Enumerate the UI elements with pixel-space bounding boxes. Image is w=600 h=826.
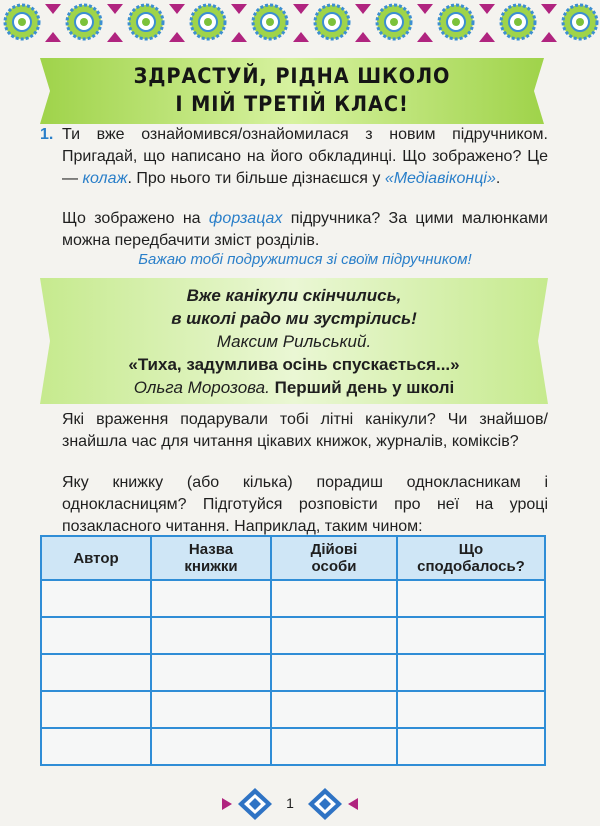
book-table — [40, 535, 546, 766]
page-number: 1 — [286, 795, 294, 811]
table-cell[interactable] — [271, 654, 397, 691]
table-cell[interactable] — [151, 691, 271, 728]
rosette-ornament-icon — [129, 5, 163, 39]
title-line-2: І МІЙ ТРЕТІЙ КЛАС! — [175, 92, 409, 116]
p1-text-3: . — [495, 170, 501, 187]
top-ornament — [0, 0, 600, 48]
header-title-a: Назва — [188, 541, 234, 558]
table-cell[interactable] — [151, 728, 271, 765]
table-cell[interactable] — [397, 580, 545, 617]
quote-line-4 — [40, 376, 548, 399]
table-row — [41, 691, 545, 728]
table-cell[interactable] — [41, 580, 151, 617]
rosette-ornament-icon — [67, 5, 101, 39]
question-paragraph-1: Які враження подарували тобі літні канікули? Чи знайшов/знайшла час для читання цікавих книжок, журналів, коміксів? — [62, 411, 548, 450]
table-cell[interactable] — [271, 691, 397, 728]
header-characters — [271, 536, 397, 580]
wish-line: Бажаю тобі подружитися зі своїм підручником! — [138, 251, 472, 268]
table-cell[interactable] — [41, 728, 151, 765]
rosette-ornament-icon — [5, 5, 39, 39]
rosette-ornament-icon — [191, 5, 225, 39]
quote-line-2: в школі радо ми зустрілись! — [171, 309, 417, 328]
table-row — [41, 728, 545, 765]
table-cell[interactable] — [151, 617, 271, 654]
table-cell[interactable] — [397, 691, 545, 728]
table-cell[interactable] — [41, 691, 151, 728]
endpapers-link[interactable]: форзацах — [208, 210, 283, 227]
quote-author-1: Максим Рильський. — [216, 332, 372, 351]
footer-ornament — [0, 784, 600, 824]
rosette-ornament-icon — [377, 5, 411, 39]
quote-line-3: «Тиха, задумлива осінь спускається...» — [128, 355, 460, 374]
header-title-b: книжки — [184, 558, 238, 575]
table-cell[interactable] — [397, 654, 545, 691]
collage-link[interactable]: колаж — [82, 170, 128, 187]
quote-line-1: Вже канікули скінчились, — [186, 286, 402, 305]
rosette-ornament-icon — [563, 5, 597, 39]
quote-author-2: Ольга Морозова. — [133, 378, 270, 397]
p2-text-2: підручника? За цими малюнками можна передбачити зміст розділів. — [62, 210, 548, 249]
table-cell[interactable] — [151, 580, 271, 617]
rosette-ornament-icon — [501, 5, 535, 39]
header-characters-a: Дійові — [310, 541, 358, 558]
rosette-ornament-icon — [253, 5, 287, 39]
task-number: 1. — [40, 126, 54, 143]
header-liked-b: сподобалось? — [417, 558, 525, 575]
quote-work-2: Перший день у школі — [274, 378, 455, 397]
table-cell[interactable] — [41, 654, 151, 691]
page-title — [40, 62, 544, 118]
table-row — [41, 617, 545, 654]
diamond-ornament-right-icon — [308, 788, 342, 820]
rosette-ornament-icon — [315, 5, 349, 39]
header-liked — [397, 536, 545, 580]
header-characters-b: особи — [311, 558, 357, 575]
header-liked-a: Що — [458, 541, 484, 558]
quote-block — [40, 284, 548, 399]
p2-text-1: Що зображено на — [62, 210, 201, 227]
question-paragraph-2: Яку книжку (або кілька) порадиш однокласникам і однокласницям? Підготуйся розповісти про неї на уроці позакласного читання. Наприклад, таким чином: — [62, 474, 548, 535]
table-cell[interactable] — [397, 617, 545, 654]
header-title — [151, 536, 271, 580]
task-paragraph-1 — [62, 124, 548, 190]
p1-text-1: Ти вже ознайомився/ознайомилася з новим підручником. Пригадай, що написано на його обкладинці. Що зображено? Це — — [62, 126, 548, 187]
table-cell[interactable] — [271, 728, 397, 765]
table-cell[interactable] — [151, 654, 271, 691]
header-author: Автор — [41, 536, 151, 580]
table-cell[interactable] — [271, 617, 397, 654]
media-window-link[interactable]: «Медіавіконці» — [384, 170, 496, 187]
table-cell[interactable] — [271, 580, 397, 617]
task-paragraph-2 — [62, 208, 548, 252]
table-row — [41, 580, 545, 617]
title-line-1: ЗДРАСТУЙ, РІДНА ШКОЛО — [133, 64, 451, 88]
table-cell[interactable] — [397, 728, 545, 765]
table-row — [41, 654, 545, 691]
table-cell[interactable] — [41, 617, 151, 654]
diamond-ornament-left-icon — [238, 788, 272, 820]
rosette-ornament-icon — [439, 5, 473, 39]
p1-text-2: . Про нього ти більше дізнаєшся у — [127, 170, 381, 187]
table-header-row — [41, 536, 545, 580]
